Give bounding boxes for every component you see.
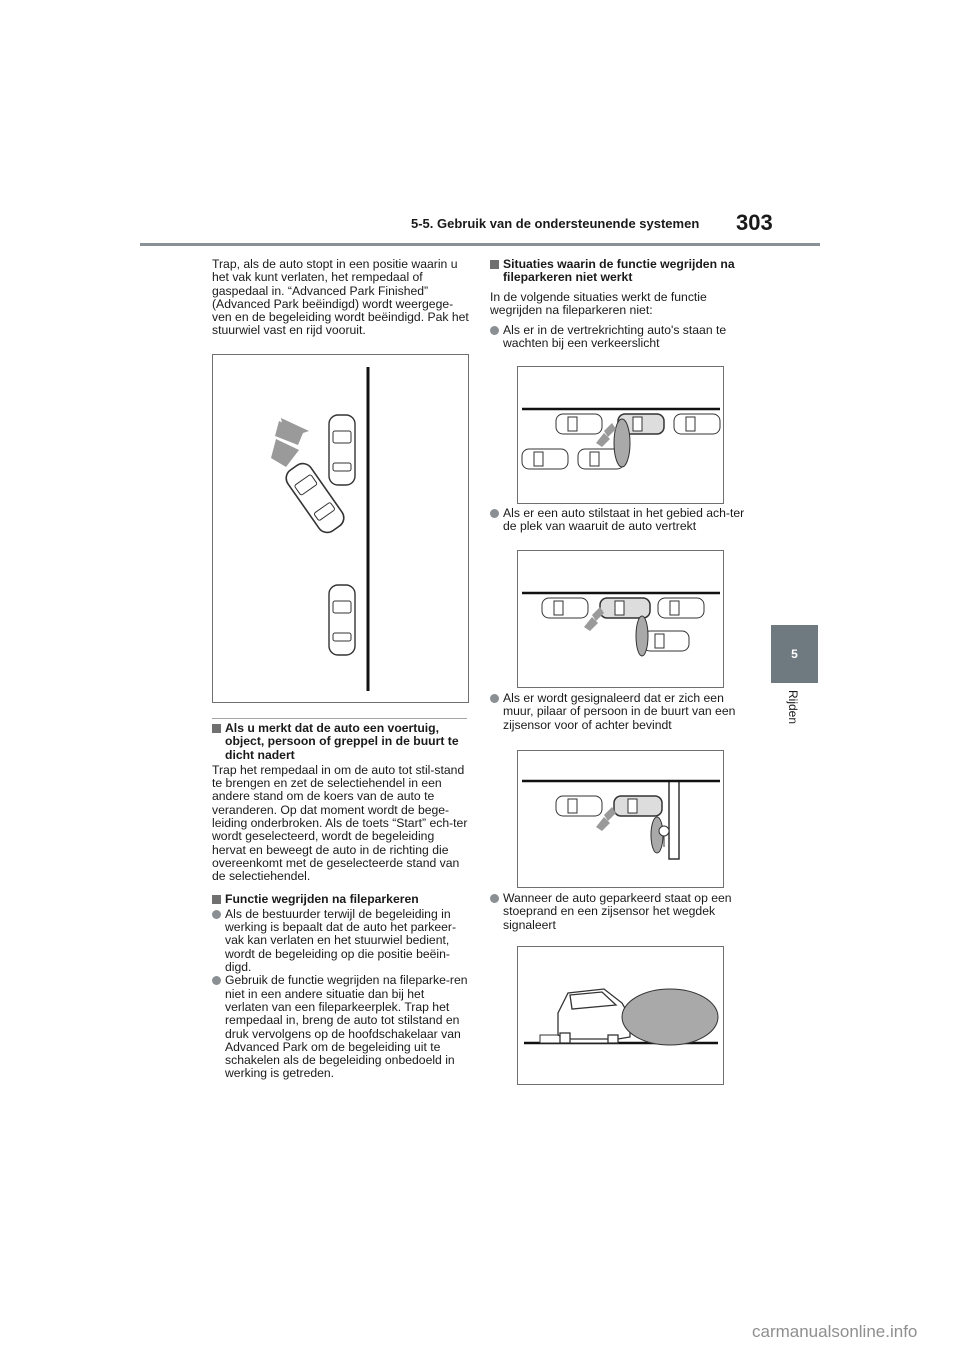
right-bullet-3	[490, 692, 752, 732]
illustration-stopped-car-behind	[518, 551, 723, 687]
square-bullet-icon	[490, 260, 499, 269]
list-item: Wanneer de auto geparkeerd staat op een stoeprand en een zijsensor het wegdek signaleert	[490, 892, 752, 932]
car-icon	[329, 585, 355, 655]
list-item: Als er in de vertrekrichting auto's staan te wachten bij een verkeerslicht	[490, 324, 752, 351]
right-column	[490, 258, 752, 351]
watermark: carmanualsonline.info	[752, 1322, 918, 1341]
sensor-area-icon	[636, 616, 648, 656]
illustration-car-on-curb	[518, 947, 723, 1084]
section-intro: In de volgende situaties werkt de functie wegrijden na fileparkeren niet:	[490, 289, 707, 317]
chapter-name: Rijden	[786, 690, 800, 725]
chapter-number: 5	[791, 647, 798, 661]
section-heading: Als u merkt dat de auto een voertuig, object, persoon of greppel in de buurt te dicht nadert	[212, 722, 470, 762]
square-bullet-icon	[212, 895, 221, 904]
bullet-icon	[490, 694, 499, 703]
car-icon	[542, 598, 588, 618]
left-column	[212, 258, 470, 338]
illustration-cars-at-traffic-light	[518, 367, 723, 503]
car-front-icon	[558, 989, 630, 1043]
list-item: Als de bestuurder terwijl de begeleiding in werking is bepaalt dat de auto het parkeer-vak kan verlaten en het stuurwiel bedient, wordt de begeleiding op die positie beëin-digd.	[212, 908, 470, 974]
chapter-tab	[771, 625, 818, 683]
sensor-area-icon	[614, 419, 630, 467]
square-bullet-icon	[212, 724, 221, 733]
car-icon	[522, 449, 568, 469]
bullet-icon	[212, 976, 221, 985]
figure-car-behind	[517, 550, 724, 688]
car-icon	[329, 415, 355, 485]
section-heading: Situaties waarin de functie wegrijden na fileparkeren niet werkt	[490, 258, 752, 285]
list-item: Als er wordt gesignaleerd dat er zich een muur, pilaar of persoon in de buurt van een zijsensor voor of achter bevindt	[490, 692, 752, 732]
intro-paragraph: Trap, als de auto stopt in een positie waarin u het vak kunt verlaten, het rempedaal of gaspedaal in. “Advanced Park Finished” (Advanced Park beëindigd) wordt weergege-ven en de begeleiding wordt beëindigd. Pak het stuurwiel vast en rijd vooruit.	[212, 257, 469, 338]
left-sections	[212, 722, 470, 1081]
bullet-icon	[490, 894, 499, 903]
direction-arrow-icon	[271, 418, 309, 467]
sensor-area-icon	[622, 989, 718, 1045]
car-icon	[600, 598, 650, 618]
chapter-side-label	[786, 690, 806, 740]
bullet-icon	[490, 509, 499, 518]
header-rule	[140, 243, 820, 246]
illustration-obstacle-near-sensor	[518, 751, 723, 887]
section-heading: Functie wegrijden na fileparkeren	[212, 893, 470, 906]
section-title: 5-5. Gebruik van de ondersteunende systemen	[411, 216, 700, 231]
page-number: 303	[736, 210, 773, 235]
right-bullet-2	[490, 507, 752, 534]
car-icon	[556, 414, 602, 434]
car-icon	[658, 598, 704, 618]
right-bullet-4	[490, 892, 752, 932]
bullet-icon	[490, 326, 499, 335]
section-body: Trap het rempedaal in om de auto tot stil-stand te brengen en zet de selectiehendel in een andere stand om de koers van de auto te veranderen. Op dat moment wordt de bege-leiding onderbroken. Als de toets “Start” ech-ter wordt geselecteerd, wordt de begeleiding hervat en beweegt de auto in de richting die overeenkomt met de geselecteerde stand van de selectiehendel.	[212, 762, 468, 884]
list-item: Gebruik de functie wegrijden na fileparke-ren niet in een andere situatie dan bij het verlaten van een fileparkeerplek. Trap het rempedaal in, breng de auto tot stilstand en druk vervolgens op de hoofdschakelaar van Advanced Park om de begeleiding uit te schakelen als de begeleiding onbedoeld in werking is getreden.	[212, 974, 470, 1080]
car-icon	[614, 796, 662, 816]
list-item: Als er een auto stilstaat in het gebied ach-ter de plek van waaruit de auto vertrekt	[490, 507, 752, 534]
illustration-car-leaving-space	[213, 355, 468, 702]
figure-waiting-cars	[517, 366, 724, 504]
car-icon	[674, 414, 720, 434]
figure-curb-parking	[517, 946, 724, 1085]
section-separator	[212, 718, 467, 719]
bullet-icon	[212, 910, 221, 919]
figure-exit-parallel-parking	[212, 354, 469, 703]
figure-wall-pillar	[517, 750, 724, 888]
car-icon	[643, 631, 689, 651]
car-icon	[556, 796, 602, 816]
pillar-icon	[669, 781, 679, 859]
